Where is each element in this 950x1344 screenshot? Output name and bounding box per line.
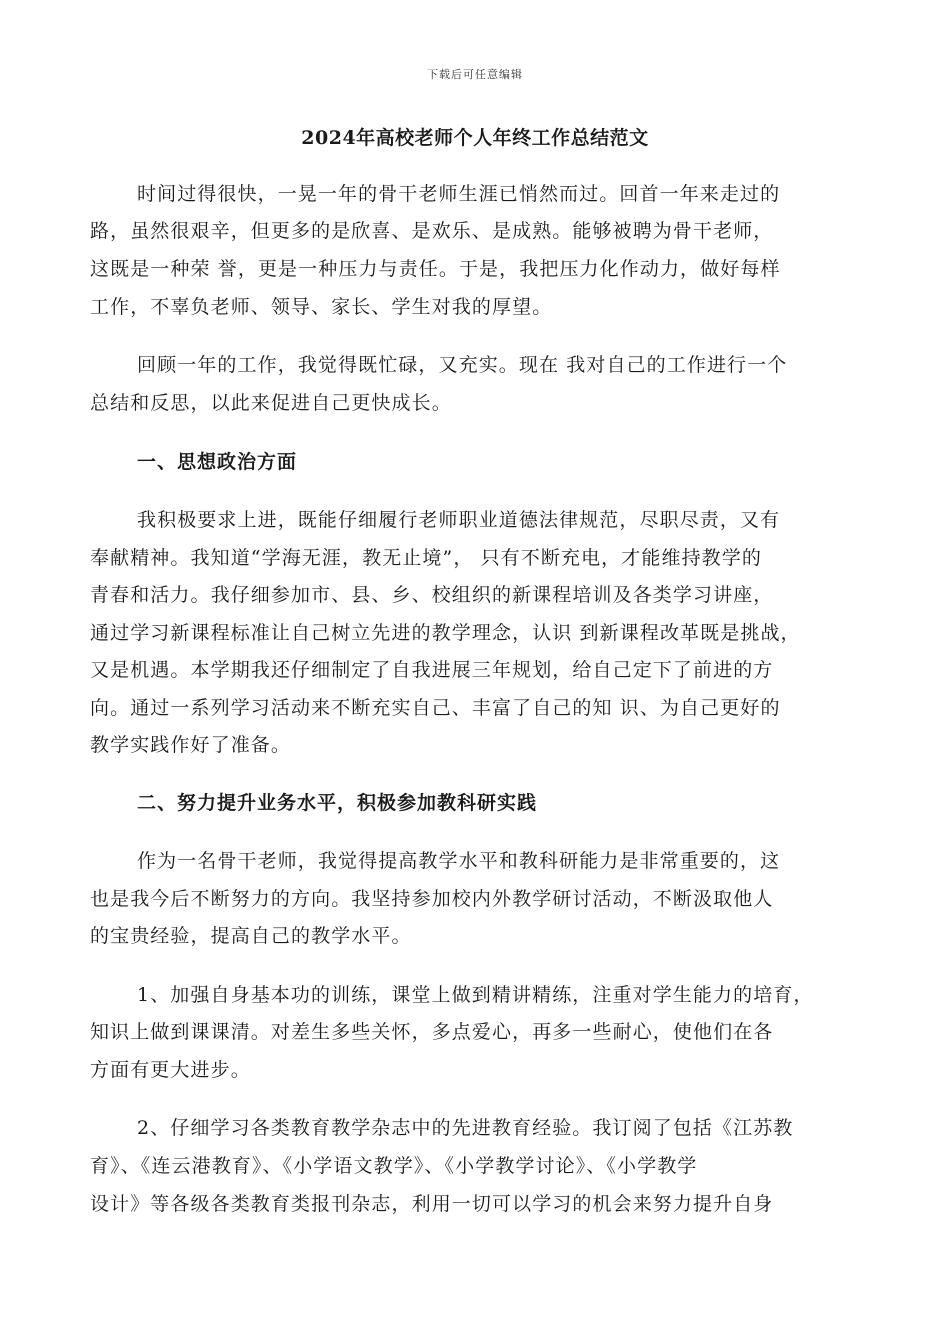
paragraph-line: 总结和反思，以此来促进自己更快成长。 (90, 392, 452, 414)
paragraph-line: 青春和活力。我仔细参加市、县、乡、校组织的新课程培训及各类学习讲座， (90, 584, 774, 606)
section-heading: 二、努力提升业务水平，积极参加教科研实践 (137, 792, 538, 814)
paragraph-line: 工作，不辜负老师、领导、家长、学生对我的厚望。 (90, 296, 553, 318)
paragraph-line: 2、仔细学习各类教育教学杂志中的先进教育经验。我订阅了包括《江苏教 (137, 1117, 794, 1139)
paragraph-line: 我积极要求上进，既能仔细履行老师职业道德法律规范，尽职尽责，又有 (137, 509, 781, 531)
paragraph-line: 奉献精神。我知道“学海无涯，教无止境”， 只有不断充电，才能维持教学的 (90, 547, 762, 569)
header-note: 下载后可任意编辑 (427, 68, 523, 81)
paragraph-line: 路，虽然很艰辛，但更多的是欣喜、是欢乐、是成熟。能够被聘为骨干老师， (90, 220, 774, 242)
paragraph-line: 向。通过一系列学习活动来不断充实自己、丰富了自己的知 识、为自己更好的 (90, 697, 781, 719)
paragraph-line: 1、加强自身基本功的训练，课堂上做到精讲精练，注重对学生能力的培育， (137, 984, 814, 1006)
paragraph-line: 也是我今后不断努力的方向。我坚持参加校内外教学研讨活动，不断汲取他人 (90, 888, 774, 910)
paragraph-line: 又是机遇。本学期我还仔细制定了自我进展三年规划，给自己定下了前进的方 (90, 659, 774, 681)
paragraph-line: 作为一名骨干老师，我觉得提高教学水平和教科研能力是非常重要的，这 (137, 850, 781, 872)
paragraph-line: 育》、《连云港教育》、《小学语文教学》、《小学教学讨论》、《小学教学 (90, 1155, 698, 1177)
section-heading: 一、思想政治方面 (137, 451, 298, 473)
paragraph-line: 通过学习新课程标准让自己树立先进的教学理念，认识 到新课程改革既是挑战， (90, 622, 801, 644)
paragraph-line: 教学实践作好了准备。 (90, 734, 292, 756)
paragraph-line: 方面有更大进步。 (90, 1059, 251, 1081)
paragraph-line: 设计》等各级各类教育类报刊杂志，利用一切可以学习的机会来努力提升自身 (90, 1193, 774, 1215)
paragraph-line: 时间过得很快，一晃一年的骨干老师生涯已悄然而过。回首一年来走过的 (137, 183, 781, 205)
paragraph-line: 这既是一种荣 誉，更是一种压力与责任。于是，我把压力化作动力，做好每样 (90, 258, 781, 280)
document-title: 2024年高校老师个人年终工作总结范文 (301, 127, 649, 149)
paragraph-line: 知识上做到课课清。对差生多些关怀，多点爱心，再多一些耐心，使他们在各 (90, 1021, 774, 1043)
paragraph-line: 的宝贵经验，提高自己的教学水平。 (90, 925, 412, 947)
paragraph-line: 回顾一年的工作，我觉得既忙碌，又充实。现在 我对自己的工作进行一个 (137, 354, 788, 376)
